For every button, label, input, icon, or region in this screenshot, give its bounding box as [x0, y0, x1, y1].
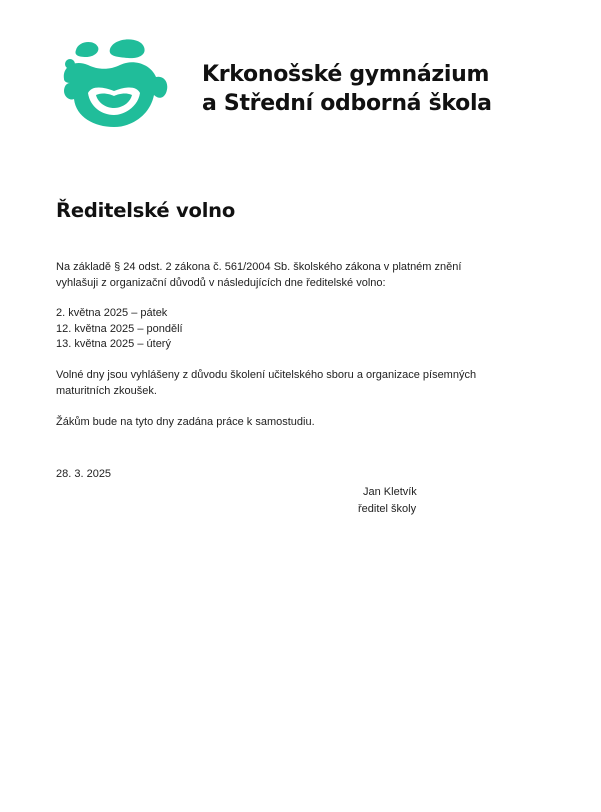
dates-list: [56, 306, 516, 353]
intro-line-1: Na základě § 24 odst. 2 zákona č. 561/2004 Sb. školského zákona v platném znění: [56, 261, 462, 273]
date-item: 13. května 2025 – úterý: [56, 338, 171, 350]
note-paragraph: [56, 415, 516, 431]
signer-name: Jan Kletvík: [363, 486, 417, 498]
signing-date-text: 28. 3. 2025: [56, 468, 112, 480]
reason-paragraph: [56, 368, 516, 399]
signer-role: ředitel školy: [358, 503, 417, 515]
note-line: Žákům bude na tyto dny zadána práce k samostudiu.: [56, 416, 315, 428]
signing-date: [56, 467, 516, 483]
date-item: 12. května 2025 – pondělí: [56, 322, 183, 335]
reason-line-1: Volné dny jsou vyhlášeny z důvodu školení učitelského sboru a organizace písemných: [56, 369, 477, 381]
intro-paragraph: [56, 260, 516, 291]
intro-line-2: vyhlašuji z organizační důvodů v následujících dne ředitelské volno:: [56, 276, 386, 289]
school-name: [202, 60, 492, 118]
school-smile-logo-icon: [58, 37, 170, 129]
reason-line-2: maturitních zkoušek.: [56, 384, 157, 397]
document-title: Ředitelské volno: [56, 199, 236, 222]
school-name-line2: a Střední odborná škola: [202, 91, 492, 116]
school-name-line1: Krkonošské gymnázium: [202, 62, 490, 87]
date-item: 2. května 2025 – pátek: [56, 307, 168, 319]
signature-block: [358, 484, 417, 518]
